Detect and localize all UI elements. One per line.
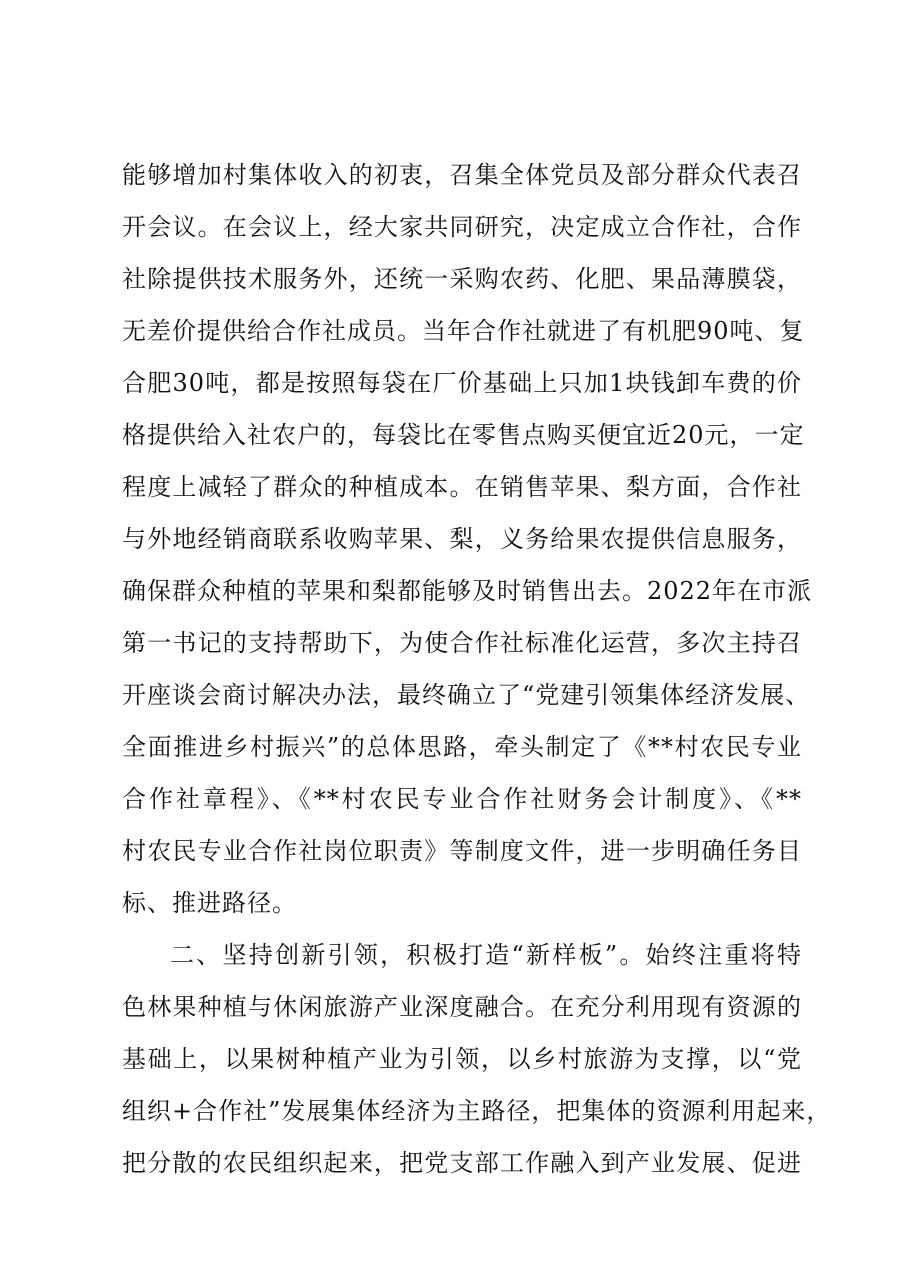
paragraph-2-line-1: 二、坚持创新引领，积极打造“新样板”。始终注重将特 [170, 941, 802, 969]
paragraph-1-line-1: 能够增加村集体收入的初衷，召集全体党员及部分群众代表召 [122, 161, 802, 189]
paragraph-1-line-3: 社除提供技术服务外，还统一采购农药、化肥、果品薄膜袋， [122, 265, 802, 293]
paragraph-1-line-13: 合作社章程》、《**村农民专业合作社财务会计制度》、《** [122, 785, 802, 813]
paragraph-1-line-8: 与外地经销商联系收购苹果、梨，义务给果农提供信息服务， [122, 525, 802, 553]
paragraph-1-line-14: 村农民专业合作社岗位职责》等制度文件，进一步明确任务目 [122, 837, 802, 865]
paragraph-1-line-9: 确保群众种植的苹果和梨都能够及时销售出去。2022年在市派 [122, 577, 813, 605]
paragraph-1-line-15: 标、推进路径。 [122, 889, 297, 917]
paragraph-2-line-5: 把分散的农民组织起来，把党支部工作融入到产业发展、促进 [122, 1149, 802, 1177]
paragraph-1-line-2: 开会议。在会议上，经大家共同研究，决定成立合作社，合作 [122, 213, 802, 241]
paragraph-1-line-6: 格提供给入社农户的，每袋比在零售点购买便宜近20元，一定 [122, 421, 805, 449]
paragraph-1-line-5: 合肥30吨，都是按照每袋在厂价基础上只加1块钱卸车费的价 [122, 369, 802, 397]
paragraph-1-line-10: 第一书记的支持帮助下，为使合作社标准化运营，多次主持召 [122, 629, 802, 657]
paragraph-2-line-4: 组织+合作社”发展集体经济为主路径，把集体的资源利用起来， [122, 1097, 832, 1125]
paragraph-2-line-2: 色林果种植与休闲旅游产业深度融合。在充分利用现有资源的 [122, 993, 802, 1021]
paragraph-1-line-11: 开座谈会商讨解决办法，最终确立了“党建引领集体经济发展、 [122, 681, 811, 709]
paragraph-1-line-12: 全面推进乡村振兴”的总体思路，牵头制定了《**村农民专业 [122, 733, 802, 761]
paragraph-2-line-3: 基础上，以果树种植产业为引领，以乡村旅游为支撑，以“党 [122, 1045, 802, 1073]
paragraph-1-line-7: 程度上减轻了群众的种植成本。在销售苹果、梨方面，合作社 [122, 473, 802, 501]
paragraph-1-line-4: 无差价提供给合作社成员。当年合作社就进了有机肥90吨、复 [122, 317, 805, 345]
